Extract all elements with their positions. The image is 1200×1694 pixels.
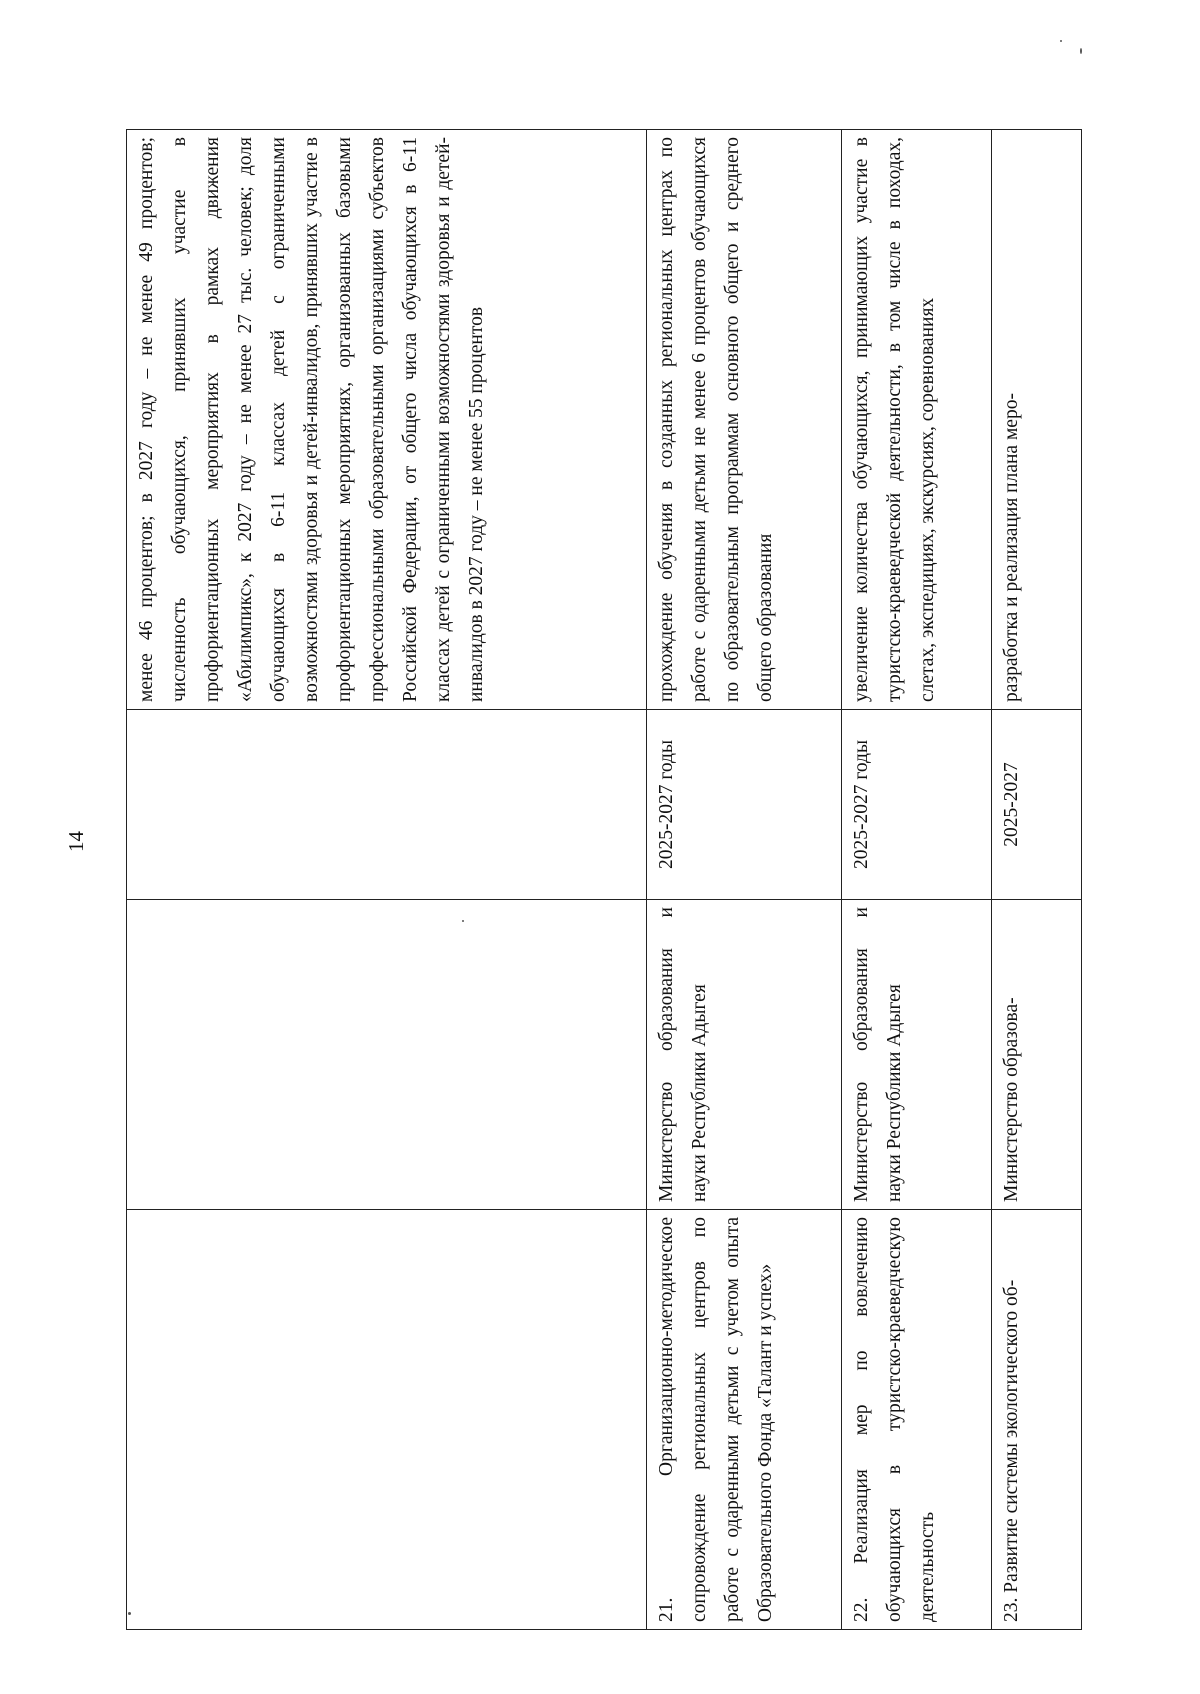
table-row <box>647 130 842 1630</box>
result-cell: менее 46 процентов; в 2027 году – не менее 49 процентов; численность обучающихся, принявших участие в профориентационных мероприятиях в рамках движения «Абилимпикс», к 2027 году – не менее 27 тыс. человек; доля обучающихся в 6-11 классах детей с ограниченными возможностями здоровья и детей-инвалидов, принявших участие в профориентационных мероприятиях, организованных базовыми профессиональными образовательными организациями субъектов Российской Федерации, от общего числа обучающихся в 6-11 классах детей с ограниченными возможностями здоровья и детей-инвалидов в 2027 году – не менее 55 процентов <box>127 130 647 710</box>
responsible-cell: Министерство образова- <box>992 900 1082 1210</box>
responsible-cell <box>127 900 647 1210</box>
scan-speck <box>1080 48 1082 54</box>
result-cell: увеличение количества обучающихся, принимающих участие в туристско-краеведческой деятельности, в том числе в походах, слетах, экспедициях, экскурсиях, соревнованиях <box>842 130 992 710</box>
result-cell: разработка и реализация плана меро- <box>992 130 1082 710</box>
measures-table <box>126 129 1082 1630</box>
responsible-cell: Министерство образования и науки Республики Адыгея <box>842 900 992 1210</box>
period-cell: 2025-2027 <box>992 710 1082 900</box>
period-cell <box>127 710 647 900</box>
table-row <box>127 130 647 1630</box>
measures-table-rotated <box>126 130 1081 1630</box>
period-cell: 2025-2027 годы <box>647 710 842 900</box>
measure-cell: 21. Организационно-методическое сопровождение региональных центров по работе с одаренными детьми с учетом опыта Образовательного Фонда «Талант и успех» <box>647 1210 842 1630</box>
page-number: 14 <box>64 831 88 852</box>
responsible-cell: Министерство образования и науки Республики Адыгея <box>647 900 842 1210</box>
result-cell: прохождение обучения в созданных региональных центрах по работе с одаренными детьми не менее 6 процентов обучающихся по образовательным программам основного общего и среднего общего образования <box>647 130 842 710</box>
table-row <box>842 130 992 1630</box>
table-row <box>992 130 1082 1630</box>
measure-cell: 22. Реализация мер по вовлечению обучающихся в туристско-краеведческую деятельность <box>842 1210 992 1630</box>
scan-speck <box>1060 40 1062 42</box>
measure-cell: 23. Развитие системы экологического об- <box>992 1210 1082 1630</box>
period-cell: 2025-2027 годы <box>842 710 992 900</box>
measure-cell <box>127 1210 647 1630</box>
